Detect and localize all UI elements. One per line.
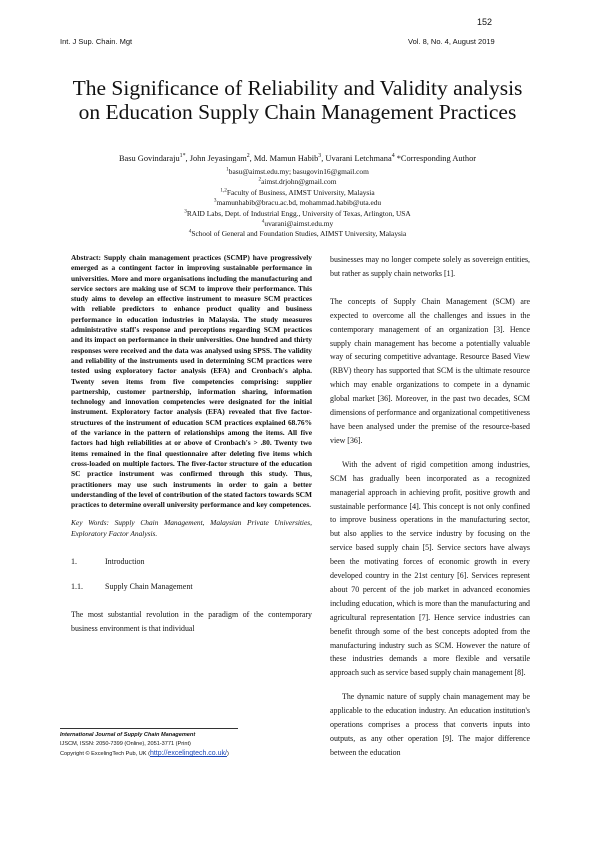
affiliation-line xyxy=(60,188,535,198)
affiliation-text: basu@aimst.edu.my; basugovin16@gmail.com xyxy=(228,167,369,176)
affiliations xyxy=(60,167,535,240)
body-paragraph: With the advent of rigid competition among industries, SCM has gradually been incorporated as a recognized managerial approach in achieving profit, positive growth and sustainable performance [4]. This concept is not only confined to improve business operations in the manufacturing sector, but also applies to the service industry by focusing on the service based supply chain [5]. Service sectors have always been the motivating forces of economic growth in every developed country in the 21st century [6]. Services represent about 70 percent of the job market in advanced economies including education, which is more than the manufacturing and agricultural representation [7]. Hence service industries can benefit through some of the best concepts adopted from the manufacturing industry such as SCM. However the nature of these industries demands a more flexible and versatile approach such as service based supply chain management [8]. xyxy=(330,459,530,678)
author-sup: 1* xyxy=(179,153,186,160)
section-heading-introduction xyxy=(71,557,312,567)
author-name: , Uvarani Letchmana xyxy=(321,154,392,163)
left-column xyxy=(71,253,312,635)
author-name: , John Jeyasingam xyxy=(185,154,247,163)
footnote-journal-info xyxy=(60,728,300,759)
page-number: 152 xyxy=(477,17,493,27)
running-header-volume: Vol. 8, No. 4, August 2019 xyxy=(408,37,495,46)
affiliation-text: RAID Labs, Dept. of Industrial Engg., University of Texas, Arlington, USA xyxy=(186,208,411,218)
publisher-link[interactable]: http://excelingtech.co.uk/ xyxy=(149,750,227,757)
affiliation-sup: 1,2 xyxy=(220,187,227,194)
affiliation-sup: 2 xyxy=(258,176,262,183)
footer-copyright xyxy=(60,749,300,759)
running-header-journal: Int. J Sup. Chain. Mgt xyxy=(60,37,133,46)
author-list xyxy=(60,154,535,163)
copyright-text: Copyright © ExcelingTech Pub, UK ( xyxy=(60,751,150,757)
author-sup: 3 xyxy=(318,153,322,160)
section-number: 1. xyxy=(71,557,77,567)
author-sup: 4 xyxy=(391,153,395,160)
affiliation-line xyxy=(60,219,535,229)
affiliation-line xyxy=(60,209,535,219)
affiliation-line xyxy=(60,229,535,239)
body-paragraph: The concepts of Supply Chain Management (SCM) are expected to overcome all the challenges and issues in the contemporary management of an organization [3]. Hence supply chain management has become a potentially valuable way of securing competitive advantage. Resource Based View (RBV) theory has supported that SCM is the ultimate resource which may enable organizations to compete in a dynamic global market [36]. Moreover, in the past two decades, SCM dimensions of performance and organizational competitiveness have been analysed under the premise of the resource-based view [36]. xyxy=(330,296,530,445)
author-sup: 2 xyxy=(246,153,250,160)
right-column xyxy=(330,253,530,770)
author-name: Basu Govindaraju xyxy=(118,154,180,163)
affiliation-sup: 3 xyxy=(184,208,187,215)
affiliation-text: uvarani@aimst.edu.my xyxy=(264,219,334,229)
body-paragraph: The dynamic nature of supply chain management may be applicable to the education industry. An education institution's operations comprises a process that converts inputs into outputs, as any other operation [9]. The major difference between the education xyxy=(330,692,530,757)
copyright-close: ) xyxy=(226,751,229,757)
affiliation-text: aimst.drjohn@gmail.com xyxy=(261,177,337,187)
affiliation-sup: 4 xyxy=(188,228,192,235)
footer-journal-name: International Journal of Supply Chain Management xyxy=(60,732,196,738)
footer-issn: IJSCM, ISSN: 2050-7399 (Online), 2051-3771 (Print) xyxy=(60,741,191,747)
abstract: Abstract: Supply chain management practices (SCMP) have progressively emerged as a contingent factor in improving sustainable performance in universities. More and more organisations including the manufacturing and service sectors are making use of SCM to improve their performance. This study aims to develop an effective instrument to measure SCM practices with reliable predictors to enhance product quality and business performance in education industries in Malaysia. The study measures administrative staff's response and perceptions regarding SCM practices and its impact on performance in their universities. One hundred and thirty responses were received and the data was analysed using SPSS. The validity and reliability of the instruments used in determining SCM practices were tested using exploratory factor analysis (EFA) and Cronbach's alpha. Twenty seven items from five competencies comprising: supplier partnership, customer partnership, information sharing, information technology and innovation competencies were designated for the initial instrument. Exploratory factor analysis (EFA) revealed that five factor-structures of the instrument of education SCM practices explained 68.76% of the variance in the pattern of relationships among the items. All five factors had high reliabilities at or above of Cronbach's > .80. Twenty two items remained in the final questionnaire after deleting five items which cross-loaded on multiple factors. The fiver-factor structure of the education SC practice instrument was confirmed through this study. Thus, practitioners may use such instruments in order to gain a better understanding of the level of contribution of the stated factors towards SCM practices to determine overall university performance and key competences. xyxy=(71,253,312,510)
subsection-heading-scm xyxy=(71,582,312,592)
body-paragraph: businesses may no longer compete solely as sovereign entities, but rather as supply chain networks [1]. xyxy=(330,255,530,278)
affiliation-line xyxy=(60,167,535,177)
affiliation-sup: 1 xyxy=(226,166,229,173)
corresponding-author-note: *Corresponding Author xyxy=(394,154,477,163)
author-name: , Md. Mamun Habib xyxy=(249,154,319,163)
subsection-number: 1.1. xyxy=(71,582,83,592)
affiliation-line xyxy=(60,198,535,208)
affiliation-line xyxy=(60,177,535,187)
affiliation-sup: 4 xyxy=(261,218,265,225)
subsection-title: Supply Chain Management xyxy=(105,582,193,592)
affiliation-text: School of General and Foundation Studies, AIMST University, Malaysia xyxy=(191,229,407,239)
paper-title: The Significance of Reliability and Validity analysis on Education Supply Chain Management Practices xyxy=(72,76,523,124)
affiliation-sup: 3 xyxy=(213,197,217,204)
keywords: Key Words: Supply Chain Management, Malaysian Private Universities, Exploratory Factor Analysis. xyxy=(71,518,312,538)
footnote-rule xyxy=(60,728,238,729)
affiliation-text: mamunhabib@bracu.ac.bd, mohammad.habib@uta.edu xyxy=(216,198,382,208)
affiliation-text: Faculty of Business, AIMST University, Malaysia xyxy=(226,187,375,197)
body-paragraph: The most substantial revolution in the paradigm of the contemporary business environment is that individual xyxy=(71,609,312,633)
section-title: Introduction xyxy=(105,557,145,567)
